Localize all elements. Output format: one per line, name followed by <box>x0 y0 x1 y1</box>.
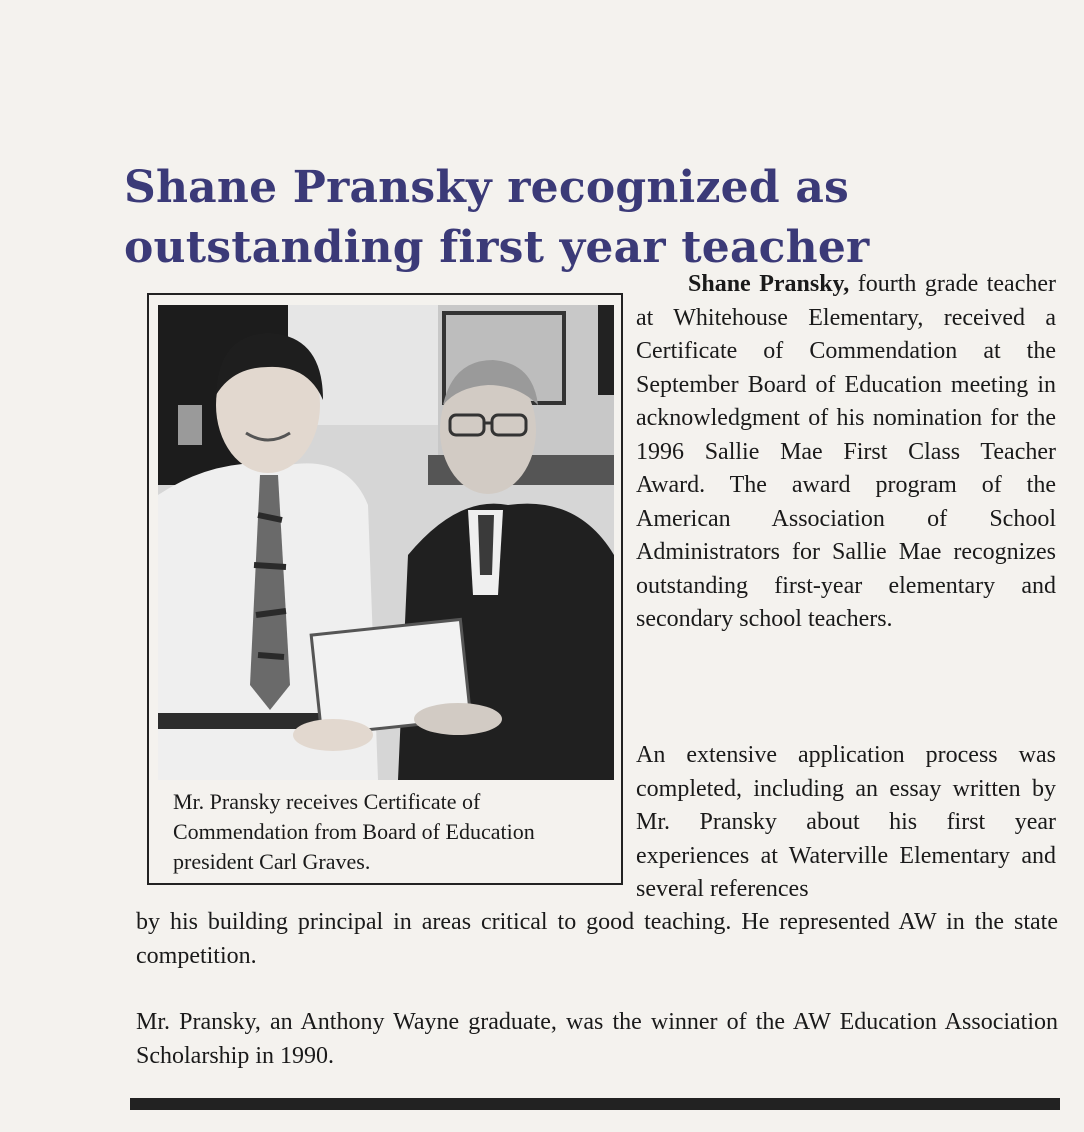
lead-name: Shane Pransky, <box>688 271 850 297</box>
article-headline <box>124 158 884 278</box>
bottom-rule <box>130 1098 1060 1110</box>
photo-frame <box>147 293 623 885</box>
article-paragraph-2-start: An extensive application process was completed, including an essay written by Mr. Pransky about his first year experiences at Waterville Elementary and several references <box>636 742 1056 902</box>
headline-line-1: Shane Pransky recognized as <box>124 162 850 213</box>
article-column-right <box>636 268 1056 637</box>
article-paragraph-1 <box>636 268 1056 637</box>
photo-caption: Mr. Pransky receives Certificate of Commendation from Board of Education president Carl Graves. <box>173 789 535 874</box>
article-paragraph-2-end: by his building principal in areas critical to good teaching. He represented AW in the state competition. <box>136 909 1058 969</box>
award-photo <box>158 305 614 780</box>
paragraph-1-text: fourth grade teacher at Whitehouse Elementary, received a Certificate of Commendation at the September Board of Education meeting in acknowledgment of his nomination for the 1996 Sallie Mae First Class Teacher Award. The award program of the American Association of School Administrators for Sallie Mae recognizes outstanding first-year elementary and secondary school teachers. <box>636 271 1056 632</box>
award-photo-illustration <box>158 305 614 780</box>
headline-line-2: outstanding first year teacher <box>124 222 870 273</box>
article-paragraph-3: Mr. Pransky, an Anthony Wayne graduate, was the winner of the AW Education Association Scholarship in 1990. <box>136 1009 1058 1069</box>
